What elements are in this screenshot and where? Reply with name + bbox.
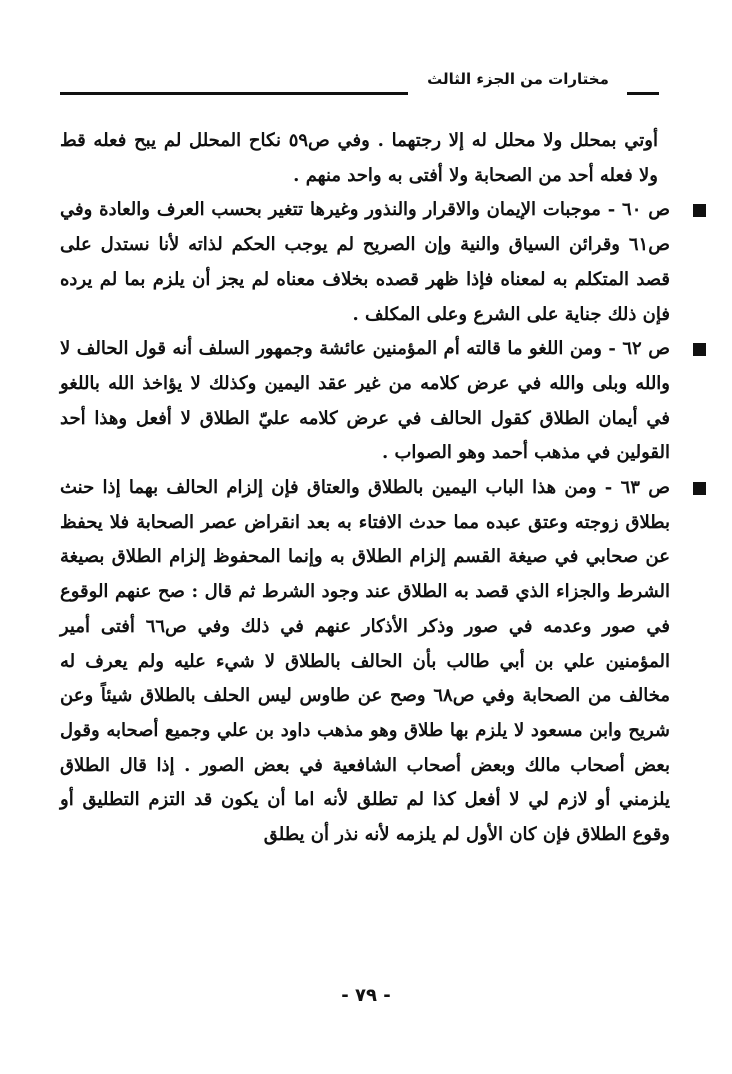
list-item-p63	[60, 471, 670, 853]
body-text	[60, 124, 670, 853]
running-header-title: مختارات من الجزء الثالث	[427, 70, 609, 88]
list-item-p62	[60, 332, 670, 471]
square-bullet-icon	[693, 204, 706, 217]
list-item-p60	[60, 193, 670, 332]
square-bullet-icon	[693, 482, 706, 495]
list-item-text: ص ٦٣ - ومن هذا الباب اليمين بالطلاق والعتاق فإن إلزام الحالف بهما إذا حنث بطلاق زوجته وعتق عبده مما حدث الافتاء به بعد انقراض عصر الصحابة فلا يحفظ عن صحابي في صيغة القسم إلزام الطلاق به وإنما المحفوظ إلزام الطلاق بصيغة الشرط والجزاء الذي قصد به الطلاق عند وجود الشرط ثم قال : صح عنهم الوقوع في صور وعدمه في صور وذكر الأذكار عنهم في ذلك وفي ص٦٦ أفتى أمير المؤمنين علي بن أبي طالب بأن الحالف بالطلاق لا شيء عليه ولم يعرف له مخالف من الصحابة وفي ص٦٨ وصح عن طاوس ليس الحلف بالطلاق شيئاً وعن شريح وابن مسعود لا يلزم بها طلاق وهو مذهب داود بن علي وجميع أصحابه وقول بعض أصحاب مالك وبعض أصحاب الشافعية في بعض الصور . إذا قال الطلاق يلزمني أو لازم لي لا أفعل كذا لم تطلق لأنه اما أن يكون قد التزم التطليق أو وقوع الطلاق فإن كان الأول لم يلزمه لأنه نذر أن يطلق	[60, 477, 670, 846]
list-item-text: ص ٦٢ - ومن اللغو ما قالته أم المؤمنين عائشة وجمهور السلف أنه قول الحالف لا والله وبلى والله في عرض كلامه من غير عقد اليمين وكذلك لا يؤاخذ الله باللغو في أيمان الطلاق كقول الحالف في عرض كلامه عليّ الطلاق لا أفعل وهذا أحد القولين في مذهب أحمد وهو الصواب .	[60, 338, 670, 464]
square-bullet-icon	[693, 343, 706, 356]
list-item-text: ص ٦٠ - موجبات الإيمان والاقرار والنذور وغيرها تتغير بحسب العرف والعادة وفي ص٦١ وقرائن السياق والنية وإن الصريح لم يوجب الحكم لذاته لأنا نستدل على قصد المتكلم به لمعناه فإذا ظهر قصده بخلاف معناه لم يجز أن يلزم بما لم يرده فإن ذلك جناية على الشرع وعلى المكلف .	[60, 199, 670, 325]
paragraph-continuation: أوتي بمحلل ولا محلل له إلا رجتهما . وفي ص٥٩ نكاح المحلل لم يبح فعله قط ولا فعله أحد من الصحابة ولا أفتى به واحد منهم .	[60, 130, 658, 186]
page-number: - ٧٩ -	[341, 985, 391, 1006]
header-rule-left	[60, 92, 408, 95]
running-header	[60, 66, 660, 100]
header-rule-right	[627, 92, 659, 95]
